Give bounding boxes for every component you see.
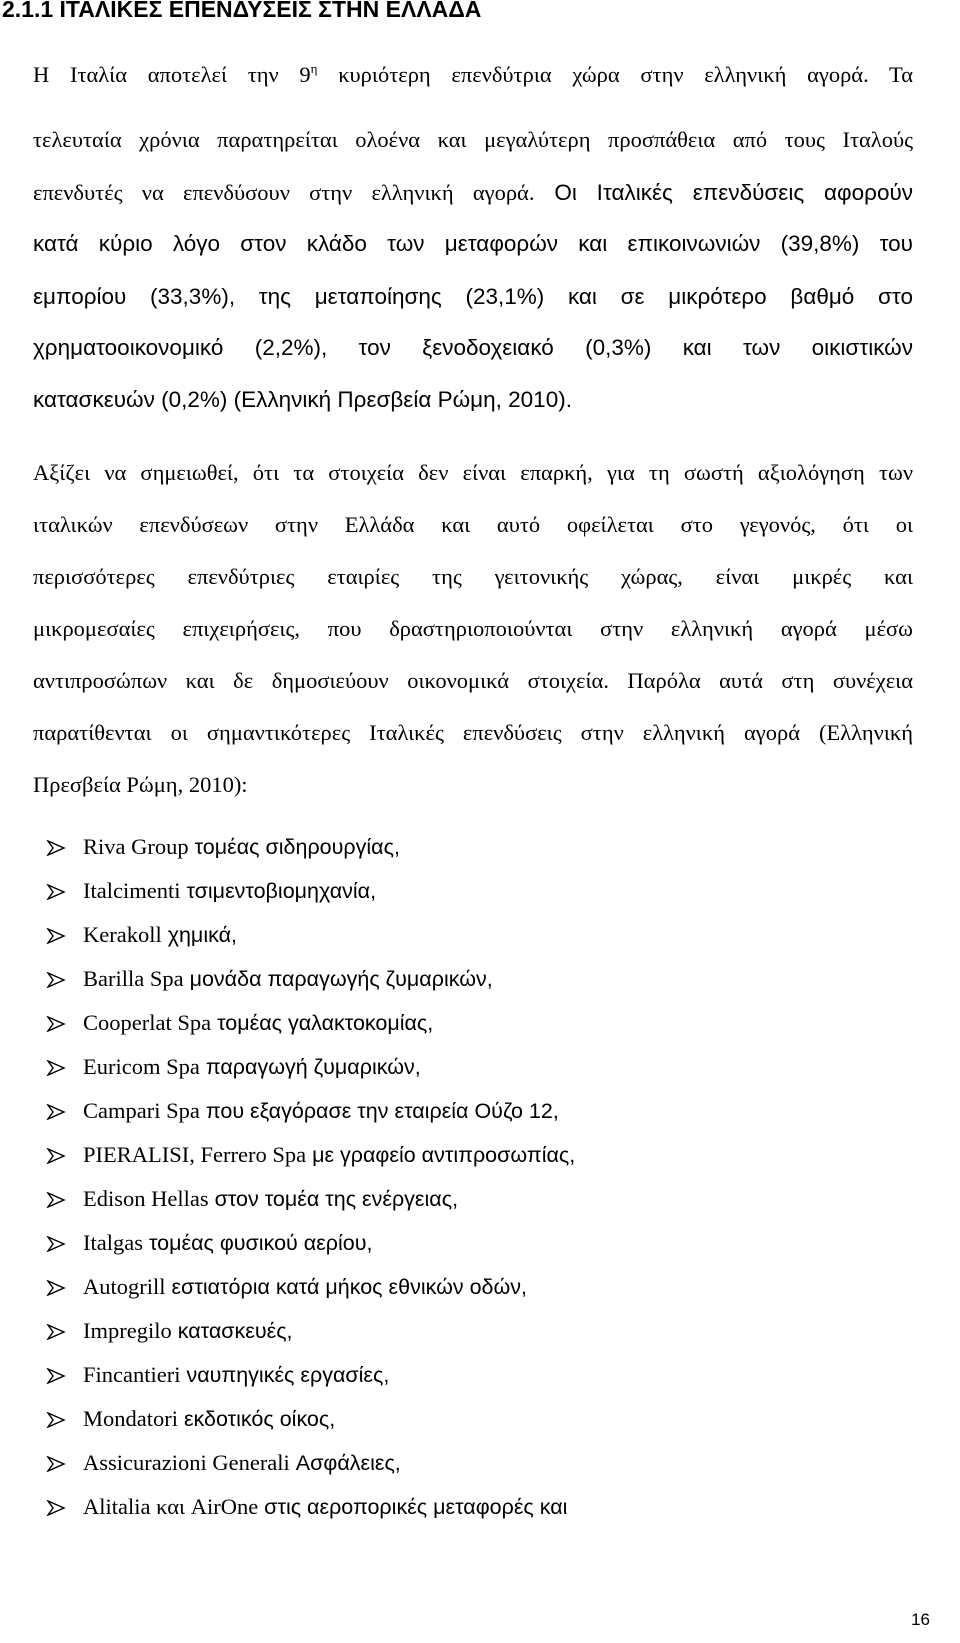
- company-name: Fincantieri: [83, 1362, 181, 1387]
- company-name: PIERALISI, Ferrero Spa: [83, 1142, 307, 1167]
- company-description: εκδοτικός οίκος,: [178, 1407, 336, 1431]
- paragraph-line: μικρομεσαίες επιχειρήσεις, που δραστηριοποιούνται στην ελληνική αγορά μέσω: [33, 616, 913, 641]
- company-name: Impregilo: [83, 1318, 172, 1343]
- arrowhead-bullet-icon: [46, 1324, 66, 1340]
- company-description: μονάδα παραγωγής ζυμαρικών,: [183, 967, 493, 991]
- company-description: που εξαγόρασε την εταιρεία Ούζο 12,: [199, 1099, 559, 1123]
- paragraph-line: περισσότερες επενδύτριες εταιρίες της γειτονικής χώρας, είναι μικρές και: [33, 564, 913, 589]
- arrowhead-bullet-icon: [46, 928, 66, 944]
- company-name: Euricom Spa: [83, 1054, 200, 1079]
- paragraph-line: εμπορίου (33,3%), της μεταποίησης (23,1%) και σε μικρότερο βαθμό στο: [33, 284, 913, 309]
- company-description: με γραφείο αντιπροσωπίας,: [306, 1143, 576, 1167]
- company-description: παραγωγή ζυμαρικών,: [199, 1055, 421, 1079]
- company-description: στον τομέα της ενέργειας,: [208, 1187, 459, 1211]
- paragraph-line: Αξίζει να σημειωθεί, ότι τα στοιχεία δεν είναι επαρκή, για τη σωστή αξιολόγηση των: [33, 460, 913, 485]
- arrowhead-bullet-icon: [46, 1060, 66, 1076]
- paragraph-line: κατά κύριο λόγο στον κλάδο των μεταφορών και επικοινωνιών (39,8%) του: [33, 231, 913, 256]
- company-name: Edison Hellas: [83, 1186, 209, 1211]
- arrowhead-bullet-icon: [46, 1016, 66, 1032]
- arrowhead-bullet-icon: [46, 840, 66, 856]
- paragraph-line: τελευταία χρόνια παρατηρείται ολοένα και μεγαλύτερη προσπάθεια από τους Ιταλούς: [33, 127, 913, 152]
- company-description: Ασφάλειες,: [289, 1451, 401, 1475]
- page-number: 16: [911, 1610, 930, 1629]
- arrowhead-bullet-icon: [46, 1368, 66, 1384]
- paragraph-line: κατασκευών (0,2%) (Ελληνική Πρεσβεία Ρώμη, 2010).: [33, 387, 572, 412]
- company-name: Italcimenti: [83, 878, 181, 903]
- company-name: Alitalia και AirOne: [83, 1494, 259, 1519]
- arrowhead-bullet-icon: [46, 1192, 66, 1208]
- arrowhead-bullet-icon: [46, 1456, 66, 1472]
- arrowhead-bullet-icon: [46, 1500, 66, 1516]
- company-name: Riva Group: [83, 834, 189, 859]
- company-name: Italgas: [83, 1230, 143, 1255]
- paragraph-line: χρηματοοικονομικό (2,2%), τον ξενοδοχειακό (0,3%) και των οικιστικών: [33, 335, 913, 360]
- section-heading: 2.1.1 ΙΤΑΛΙΚΕΣ ΕΠΕΝΔΥΣΕΙΣ ΣΤΗΝ ΕΛΛΑΔΑ: [2, 0, 482, 22]
- company-name: Mondatori: [83, 1406, 178, 1431]
- arrowhead-bullet-icon: [46, 1148, 66, 1164]
- paragraph-line: παρατίθενται οι σημαντικότερες Ιταλικές επενδύσεις στην ελληνική αγορά (Ελληνική: [33, 720, 913, 745]
- company-description: χημικά,: [161, 923, 237, 947]
- company-description: στις αεροπορικές μεταφορές και: [258, 1495, 568, 1519]
- arrowhead-bullet-icon: [46, 1236, 66, 1252]
- company-description: ναυπηγικές εργασίες,: [180, 1363, 390, 1387]
- company-name: Kerakoll: [83, 922, 162, 947]
- company-description: εστιατόρια κατά μήκος εθνικών οδών,: [165, 1275, 528, 1299]
- paragraph-line: ιταλικών επενδύσεων στην Ελλάδα και αυτό οφείλεται στο γεγονός, ότι οι: [33, 512, 913, 537]
- arrowhead-bullet-icon: [46, 1412, 66, 1428]
- company-description: τομέας γαλακτοκομίας,: [211, 1011, 434, 1035]
- company-description: κατασκευές,: [171, 1319, 293, 1343]
- paragraph-line: Η Ιταλία αποτελεί την $9^\eta$ κυριότερη επενδύτρια χώρα στην ελληνική αγορά. Τα: [33, 61, 913, 87]
- paragraph-line: Πρεσβεία Ρώμη, 2010):: [33, 772, 248, 797]
- company-description: τσιμεντοβιομηχανία,: [180, 879, 377, 903]
- company-name: Cooperlat Spa: [83, 1010, 212, 1035]
- arrowhead-bullet-icon: [46, 1280, 66, 1296]
- company-description: τομέας φυσικού αερίου,: [142, 1231, 373, 1255]
- company-name: Assicurazioni Generali: [83, 1450, 290, 1475]
- paragraph-line: επενδυτές να επενδύσουν στην ελληνική αγορά. Οι Ιταλικές επενδύσεις αφορούν: [33, 180, 914, 205]
- paragraph-line: αντιπροσώπων και δε δημοσιεύουν οικονομικά στοιχεία. Παρόλα αυτά στη συνέχεια: [33, 668, 913, 693]
- company-name: Campari Spa: [83, 1098, 200, 1123]
- arrowhead-bullet-icon: [46, 884, 66, 900]
- company-description: τομέας σιδηρουργίας,: [188, 835, 400, 859]
- arrowhead-bullet-icon: [46, 1104, 66, 1120]
- company-name: Barilla Spa: [83, 966, 184, 991]
- arrowhead-bullet-icon: [46, 972, 66, 988]
- company-name: Autogrill: [83, 1274, 166, 1299]
